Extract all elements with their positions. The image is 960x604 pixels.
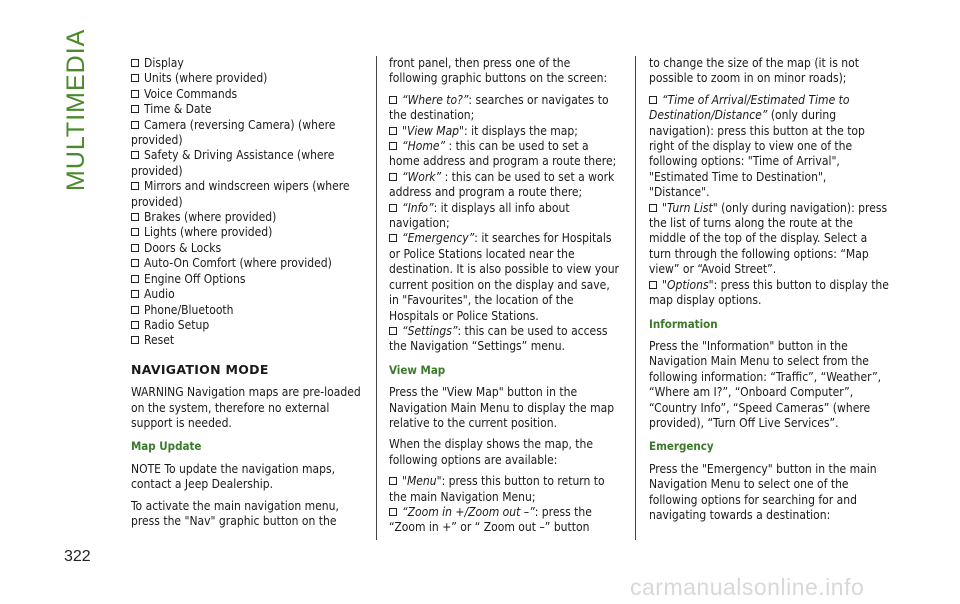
- menu-list-item: Time & Date: [131, 102, 361, 117]
- checkbox-icon: [131, 121, 139, 129]
- menu-list-item: Camera (reversing Camera) (where provided): [131, 117, 336, 148]
- checkbox-icon: [131, 259, 139, 267]
- watermark: carmanualsonline.info: [630, 574, 865, 600]
- view-map-paragraph: Press the "View Map" button in the Navigation Main Menu to display the map relative to the current position.: [389, 385, 615, 430]
- checkbox-icon: [389, 127, 397, 135]
- settings-menu-list: [131, 56, 361, 349]
- checkbox-icon: [389, 508, 397, 516]
- column-3: [649, 56, 889, 529]
- checkbox-icon: [131, 275, 139, 283]
- menu-list-item: Auto-On Comfort (where provided): [131, 256, 361, 271]
- menu-list-item: Lights (where provided): [131, 225, 361, 240]
- checkbox-icon: [131, 244, 139, 252]
- section-side-title: MULTIMEDIA: [62, 28, 90, 191]
- warning-paragraph: WARNING Navigation maps are pre-loaded on the system, therefore no external support is needed.: [131, 385, 361, 430]
- checkbox-icon: [131, 306, 139, 314]
- checkbox-icon: [389, 234, 397, 242]
- zoom-continued-paragraph: to change the size of the map (it is not possible to zoom in on minor roads);: [649, 56, 859, 86]
- activate-paragraph: To activate the main navigation menu, press the "Nav" graphic button on the: [131, 498, 339, 528]
- menu-list-item: Voice Commands: [131, 87, 361, 102]
- list-item: “Home” : this can be used to set a home address and program a route there;: [389, 139, 617, 169]
- list-item: “Settings”: this can be used to access the Navigation “Settings” menu.: [389, 323, 608, 354]
- checkbox-icon: [131, 90, 139, 98]
- checkbox-icon: [131, 336, 139, 344]
- menu-list-item: Units (where provided): [131, 71, 361, 86]
- menu-list-item: Safety & Driving Assistance (where provided): [131, 148, 335, 178]
- note-paragraph: NOTE To update the navigation maps, contact a Jeep Dealership.: [131, 461, 336, 492]
- checkbox-icon: [389, 477, 397, 485]
- list-item: “Where to?”: searches or navigates to the destination;: [389, 92, 609, 123]
- list-item: “Work” : this can be used to set a work address and program a route there;: [389, 169, 615, 200]
- list-item: "Options": press this button to display the map display options.: [649, 277, 889, 308]
- map-update-heading: Map Update: [131, 439, 202, 454]
- checkbox-icon: [131, 74, 139, 82]
- checkbox-icon: [389, 204, 397, 212]
- menu-list-item: Reset: [131, 333, 361, 348]
- menu-list-item: Engine Off Options: [131, 272, 361, 287]
- information-heading: Information: [649, 316, 718, 331]
- checkbox-icon: [389, 173, 397, 181]
- menu-list-item: Brakes (where provided): [131, 210, 361, 225]
- list-item: "Menu": press this button to return to the main Navigation Menu;: [389, 474, 605, 504]
- column-2: [389, 56, 619, 536]
- checkbox-icon: [131, 105, 139, 113]
- page-number: 322: [64, 548, 91, 565]
- list-item: “Time of Arrival/Estimated Time to Destination/Distance” (only during navigation): press this button at the top right of the display to view one of the following options: "Time of Arrival", "Estimated Time to Destination", "Distance".: [649, 92, 865, 200]
- menu-list-item: Radio Setup: [131, 318, 361, 333]
- view-map-heading: View Map: [389, 362, 446, 377]
- menu-list-item: Display: [131, 56, 361, 71]
- list-item: "Turn List" (only during navigation): press the list of turns along the route at the middle of the top of the display. Select a turn through the following options: “Map view” or “Avoid Street”.: [649, 200, 888, 277]
- column-1: [131, 56, 361, 535]
- list-item: “Emergency”: it searches for Hospitals or Police Stations located near the destination. It is also possible to view your current position on the display and save, in "Favourites", the location of the Hospitals or Police Stations.: [389, 231, 619, 323]
- checkbox-icon: [649, 281, 657, 289]
- menu-list-item: Doors & Locks: [131, 241, 361, 256]
- checkbox-icon: [389, 142, 397, 150]
- column-divider: [376, 56, 377, 540]
- navigation-mode-heading: NAVIGATION MODE: [131, 361, 269, 377]
- menu-list-item: Phone/Bluetooth: [131, 303, 361, 318]
- checkbox-icon: [131, 182, 139, 190]
- checkbox-icon: [649, 96, 657, 104]
- checkbox-icon: [131, 321, 139, 329]
- checkbox-icon: [131, 290, 139, 298]
- information-paragraph: Press the "Information" button in the Navigation Main Menu to select from the following information: “Traffic”, “Weather”, “Where am I?”, “Onboard Computer”, “Country Info”, “Speed Cameras” (where provided), “Turn Off Live Services”.: [649, 338, 882, 430]
- intro-paragraph: front panel, then press one of the following graphic buttons on the screen:: [389, 56, 608, 86]
- checkbox-icon: [649, 204, 657, 212]
- checkbox-icon: [131, 213, 139, 221]
- list-item: "View Map": it displays the map;: [389, 124, 619, 139]
- checkbox-icon: [131, 151, 139, 159]
- menu-list-item: Audio: [131, 287, 361, 302]
- list-item: “Zoom in +/Zoom out –”: press the “Zoom in +” or “ Zoom out –” button: [389, 504, 592, 535]
- checkbox-icon: [389, 327, 397, 335]
- emergency-heading: Emergency: [649, 439, 714, 454]
- checkbox-icon: [389, 96, 397, 104]
- checkbox-icon: [131, 228, 139, 236]
- column-divider: [635, 56, 636, 540]
- emergency-paragraph: Press the "Emergency" button in the main Navigation Menu to select one of the following options for searching for and navigating towards a destination:: [649, 461, 877, 522]
- checkbox-icon: [131, 59, 139, 67]
- list-item: “Info”: it displays all info about navigation;: [389, 200, 570, 231]
- options-intro-paragraph: When the display shows the map, the following options are available:: [389, 437, 594, 467]
- menu-list-item: Mirrors and windscreen wipers (where provided): [131, 179, 350, 209]
